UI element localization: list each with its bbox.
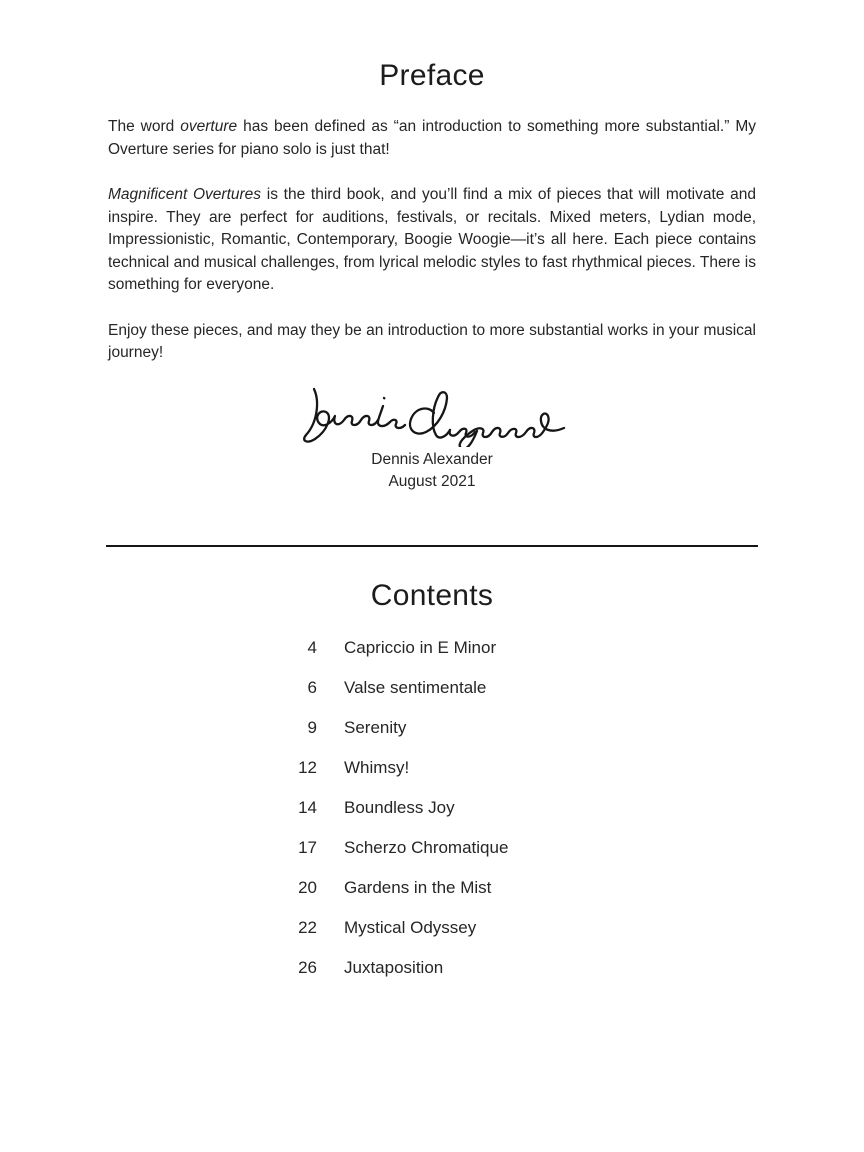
preface-paragraph-1 bbox=[108, 116, 756, 161]
page-number: 6 bbox=[307, 677, 317, 697]
piece-title: Boundless Joy bbox=[344, 797, 455, 817]
paragraph-segment: Magnificent Overtures bbox=[108, 186, 262, 203]
section-divider bbox=[106, 545, 758, 547]
page-number: 9 bbox=[307, 717, 317, 737]
page-number: 4 bbox=[307, 637, 317, 657]
piece-title: Serenity bbox=[344, 717, 407, 737]
contents-row bbox=[280, 788, 864, 828]
piece-title: Scherzo Chromatique bbox=[344, 837, 509, 857]
paragraph-segment: The word bbox=[108, 118, 181, 135]
contents-row bbox=[280, 868, 864, 908]
contents-row bbox=[280, 948, 864, 988]
contents-row bbox=[280, 668, 864, 708]
contents-title: Contents bbox=[370, 578, 494, 612]
signature-name: Dennis Alexander bbox=[371, 450, 493, 468]
page-number: 20 bbox=[298, 877, 317, 897]
piece-title: Mystical Odyssey bbox=[344, 917, 477, 937]
paragraph-segment: is the third book, and you’ll find a mix of pieces that will motivate and inspire. They are perfect for auditions, festivals, or recitals. Mixed meters, Lydian mode, Impressionistic, Romantic, Contemporary, Boogie Woogie—it’s all here. Each piece contains technical and musical challenges, from lyrical melodic styles to fast rhythmical pieces. There is something for everyone. bbox=[108, 186, 756, 293]
paragraph-segment: has been defined as “an introduction to something more substantial.” My Overture series for piano solo is just that! bbox=[108, 118, 756, 158]
signature-block bbox=[0, 385, 864, 493]
piece-title: Whimsy! bbox=[344, 757, 410, 777]
preface-title: Preface bbox=[379, 59, 485, 92]
piece-title: Valse sentimentale bbox=[344, 677, 487, 697]
piece-title: Juxtaposition bbox=[344, 957, 444, 977]
contents-row bbox=[280, 908, 864, 948]
piece-title: Capriccio in E Minor bbox=[344, 637, 497, 657]
signature-icon bbox=[296, 385, 568, 447]
page-number: 14 bbox=[298, 797, 317, 817]
contents-row bbox=[280, 828, 864, 868]
contents-row bbox=[280, 708, 864, 748]
paragraph-segment: overture bbox=[180, 118, 238, 135]
page-number: 22 bbox=[298, 917, 317, 937]
page-number: 17 bbox=[298, 837, 317, 857]
contents-row bbox=[280, 628, 864, 668]
contents-list bbox=[280, 628, 864, 988]
contents-row bbox=[280, 748, 864, 788]
paragraph-segment: Enjoy these pieces, and may they be an introduction to more substantial works in your musical journey! bbox=[108, 321, 756, 361]
preface-body bbox=[108, 116, 756, 365]
piece-title: Gardens in the Mist bbox=[344, 877, 492, 897]
page-number: 12 bbox=[298, 757, 317, 777]
preface-paragraph-2 bbox=[108, 184, 756, 297]
signature-date: August 2021 bbox=[388, 472, 476, 490]
preface-paragraph-3 bbox=[108, 320, 756, 365]
page-number: 26 bbox=[298, 957, 317, 977]
